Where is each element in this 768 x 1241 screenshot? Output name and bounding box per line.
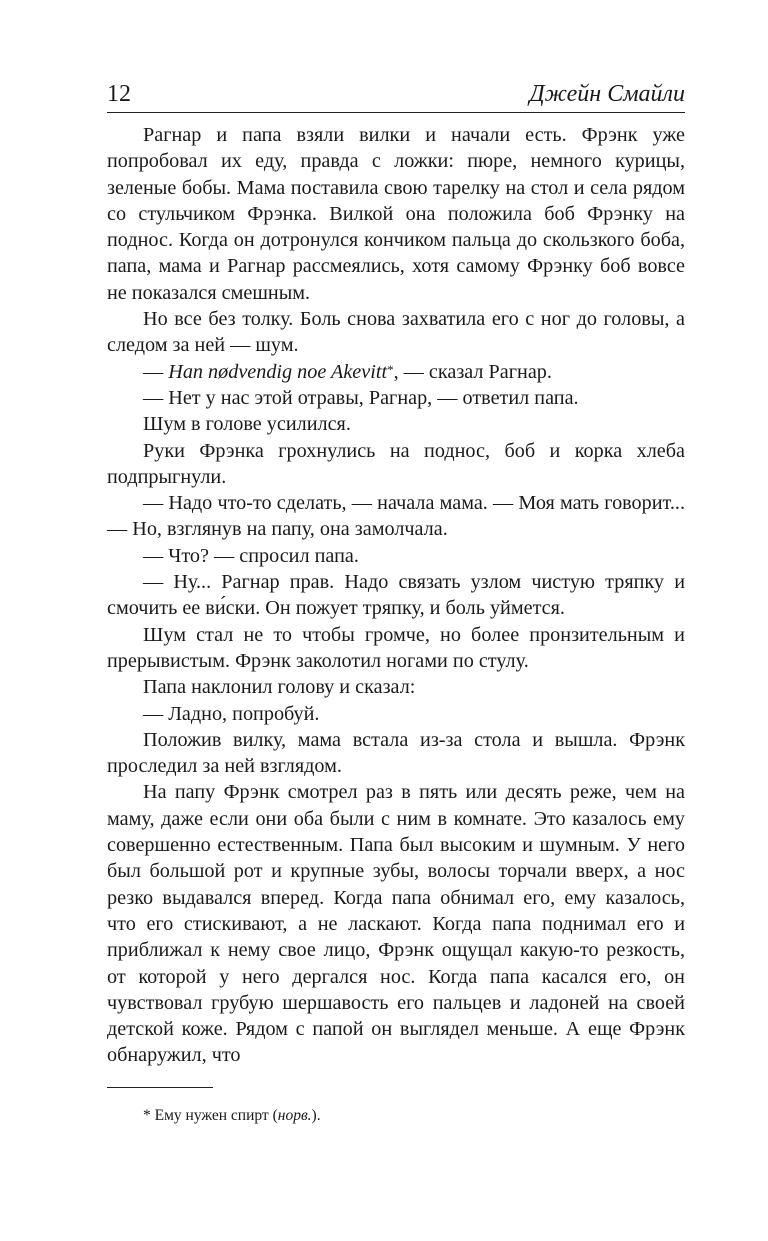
paragraph: — Ладно, попробуй.	[143, 702, 320, 725]
footnote-divider	[107, 1087, 213, 1088]
paragraph: Руки Фрэнка грохнулись на поднос, боб и корка хлеба подпрыгнули.	[107, 439, 685, 488]
paragraph: Но все без толку. Боль снова захватила его с ног до головы, а следом за ней — шум.	[107, 308, 685, 357]
paragraph: Шум стал не то чтобы громче, но более пронзительным и прерывистым. Фрэнк заколотил ногами по стулу.	[107, 623, 685, 672]
paragraph: — Нет у нас этой отравы, Рагнар, — ответил папа.	[143, 386, 579, 409]
paragraph: — Что? — спросил папа.	[143, 544, 359, 567]
paragraph: Рагнар и папа взяли вилки и начали есть. Фрэнк уже попробовал их еду, правда с ложки: пюре, немного курицы, зеленые бобы. Мама поставила свою тарелку на стол и села рядом со стульчиком Фрэнка. Вилкой она положила боб Фрэнку на поднос. Когда он дотронулся кончиком пальца до скользкого боба, папа, мама и Рагнар рассмеялись, хотя самому Фрэнку боб вовсе не показался смешным.	[107, 124, 685, 304]
dialog-dash: —	[143, 360, 169, 383]
footnote-marker: *	[387, 361, 394, 377]
page-header	[107, 80, 685, 113]
footnote	[143, 1106, 683, 1126]
paragraph: На папу Фрэнк смотрел раз в пять или десять реже, чем на маму, даже если они оба были с ним в комнате. Это казалось ему совершенно естественным. Папа был высоким и шумным. У него был большой рот и крупные зубы, волосы торчали вверх, а нос резко выдавался вперед. Когда папа обнимал его, ему казалось, что его стискивают, а не ласкают. Когда папа поднимал его и приближал к нему свое лицо, Фрэнк ощущал какую-то резкость, от которой у него дергался нос. Когда папа касался его, он чувствовал грубую шершавость его пальцев и ладоней на своей детской коже. Рядом с папой он выглядел меньше. А еще Фрэнк обнаружил, что	[107, 781, 685, 1067]
footnote-close: ).	[311, 1107, 321, 1124]
paragraph: Положив вилку, мама встала из-за стола и вышла. Фрэнк проследил за ней взглядом.	[107, 728, 685, 778]
paragraph: Папа наклонил голову и сказал:	[143, 676, 416, 699]
paragraph: — Ну... Рагнар прав. Надо связать узлом чистую тряпку и смочить ее ви́ски. Он пожует тряпку, и боль уймется.	[107, 571, 685, 620]
foreign-phrase: Han nødvendig noe Akevitt	[168, 360, 388, 383]
paragraph: — Надо что-то сделать, — начала мама. — Моя мать говорит... — Но, взглянув на папу, она замолчала.	[107, 492, 685, 541]
dialog-line-foreign	[107, 359, 685, 385]
footnote-marker: *	[143, 1107, 155, 1124]
body-text	[107, 122, 685, 1069]
footnote-text: Ему нужен спирт (	[154, 1107, 278, 1124]
footnote-italic: норв.	[277, 1107, 312, 1124]
running-head-author: Джейн Смайли	[529, 81, 685, 107]
page-number: 12	[107, 81, 131, 107]
dialog-rest: , — сказал Рагнар.	[393, 360, 552, 383]
paragraph: Шум в голове усилился.	[143, 413, 351, 436]
